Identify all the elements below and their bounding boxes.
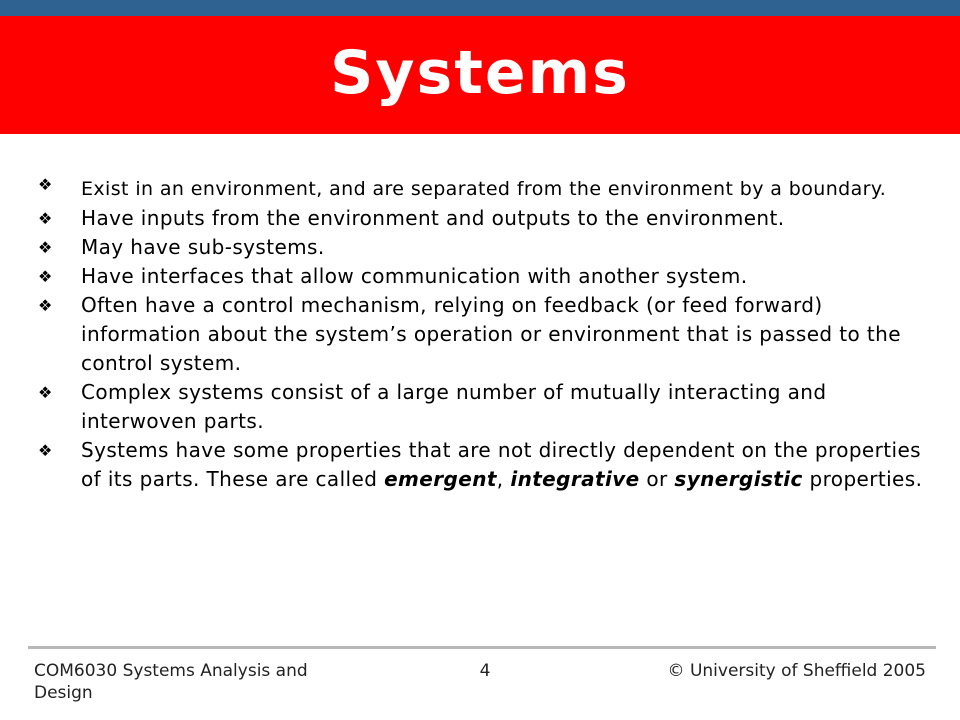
diamond-bullet-icon: ❖: [38, 209, 53, 228]
diamond-bullet-icon: ❖: [38, 383, 53, 402]
bullet-text-part: Systems have some properties that are not directly dependent on the properties of its parts. These are called: [81, 438, 921, 491]
bullet-item: [38, 291, 928, 378]
bullet-item: [38, 174, 928, 200]
bullet-text: Have interfaces that allow communication with another system.: [81, 264, 748, 288]
top-bar: [0, 0, 960, 16]
bullet-text: Exist in an environment, and are separated from the environment by a boundary.: [81, 178, 887, 200]
diamond-bullet-icon: ❖: [38, 441, 53, 460]
footer-page-number: 4: [479, 661, 491, 681]
bullet-item: [38, 233, 928, 262]
bullet-text: Have inputs from the environment and outputs to the environment.: [81, 206, 785, 230]
bullet-item: [38, 436, 928, 494]
bullet-text: Complex systems consist of a large number of mutually interacting and interwoven parts.: [81, 380, 827, 433]
title-band: [0, 16, 960, 134]
bullet-text-part: ,: [496, 467, 511, 491]
emphasized-term: emergent: [384, 467, 497, 491]
diamond-bullet-icon: ❖: [38, 175, 53, 194]
bullet-text-part: or: [639, 467, 675, 491]
bullet-text: [81, 438, 922, 491]
bullet-text: May have sub-systems.: [81, 235, 325, 259]
bullet-item: [38, 262, 928, 291]
bullet-text: Often have a control mechanism, relying on feedback (or feed forward) information about the system’s operation or environment that is passed to the control system.: [81, 293, 901, 375]
diamond-bullet-icon: ❖: [38, 238, 53, 257]
bullet-list: [38, 174, 928, 494]
footer-divider: [28, 646, 936, 649]
bullet-text-part: properties.: [802, 467, 923, 491]
diamond-bullet-icon: ❖: [38, 296, 53, 315]
bullet-item: [38, 204, 928, 233]
emphasized-term: synergistic: [674, 467, 803, 491]
footer-copyright: © University of Sheffield 2005: [667, 661, 926, 681]
diamond-bullet-icon: ❖: [38, 267, 53, 286]
footer-course-title: COM6030 Systems Analysis and Design: [34, 661, 308, 703]
slide-title: Systems: [330, 38, 630, 108]
emphasized-term: integrative: [510, 467, 640, 491]
bullet-item: [38, 378, 928, 436]
